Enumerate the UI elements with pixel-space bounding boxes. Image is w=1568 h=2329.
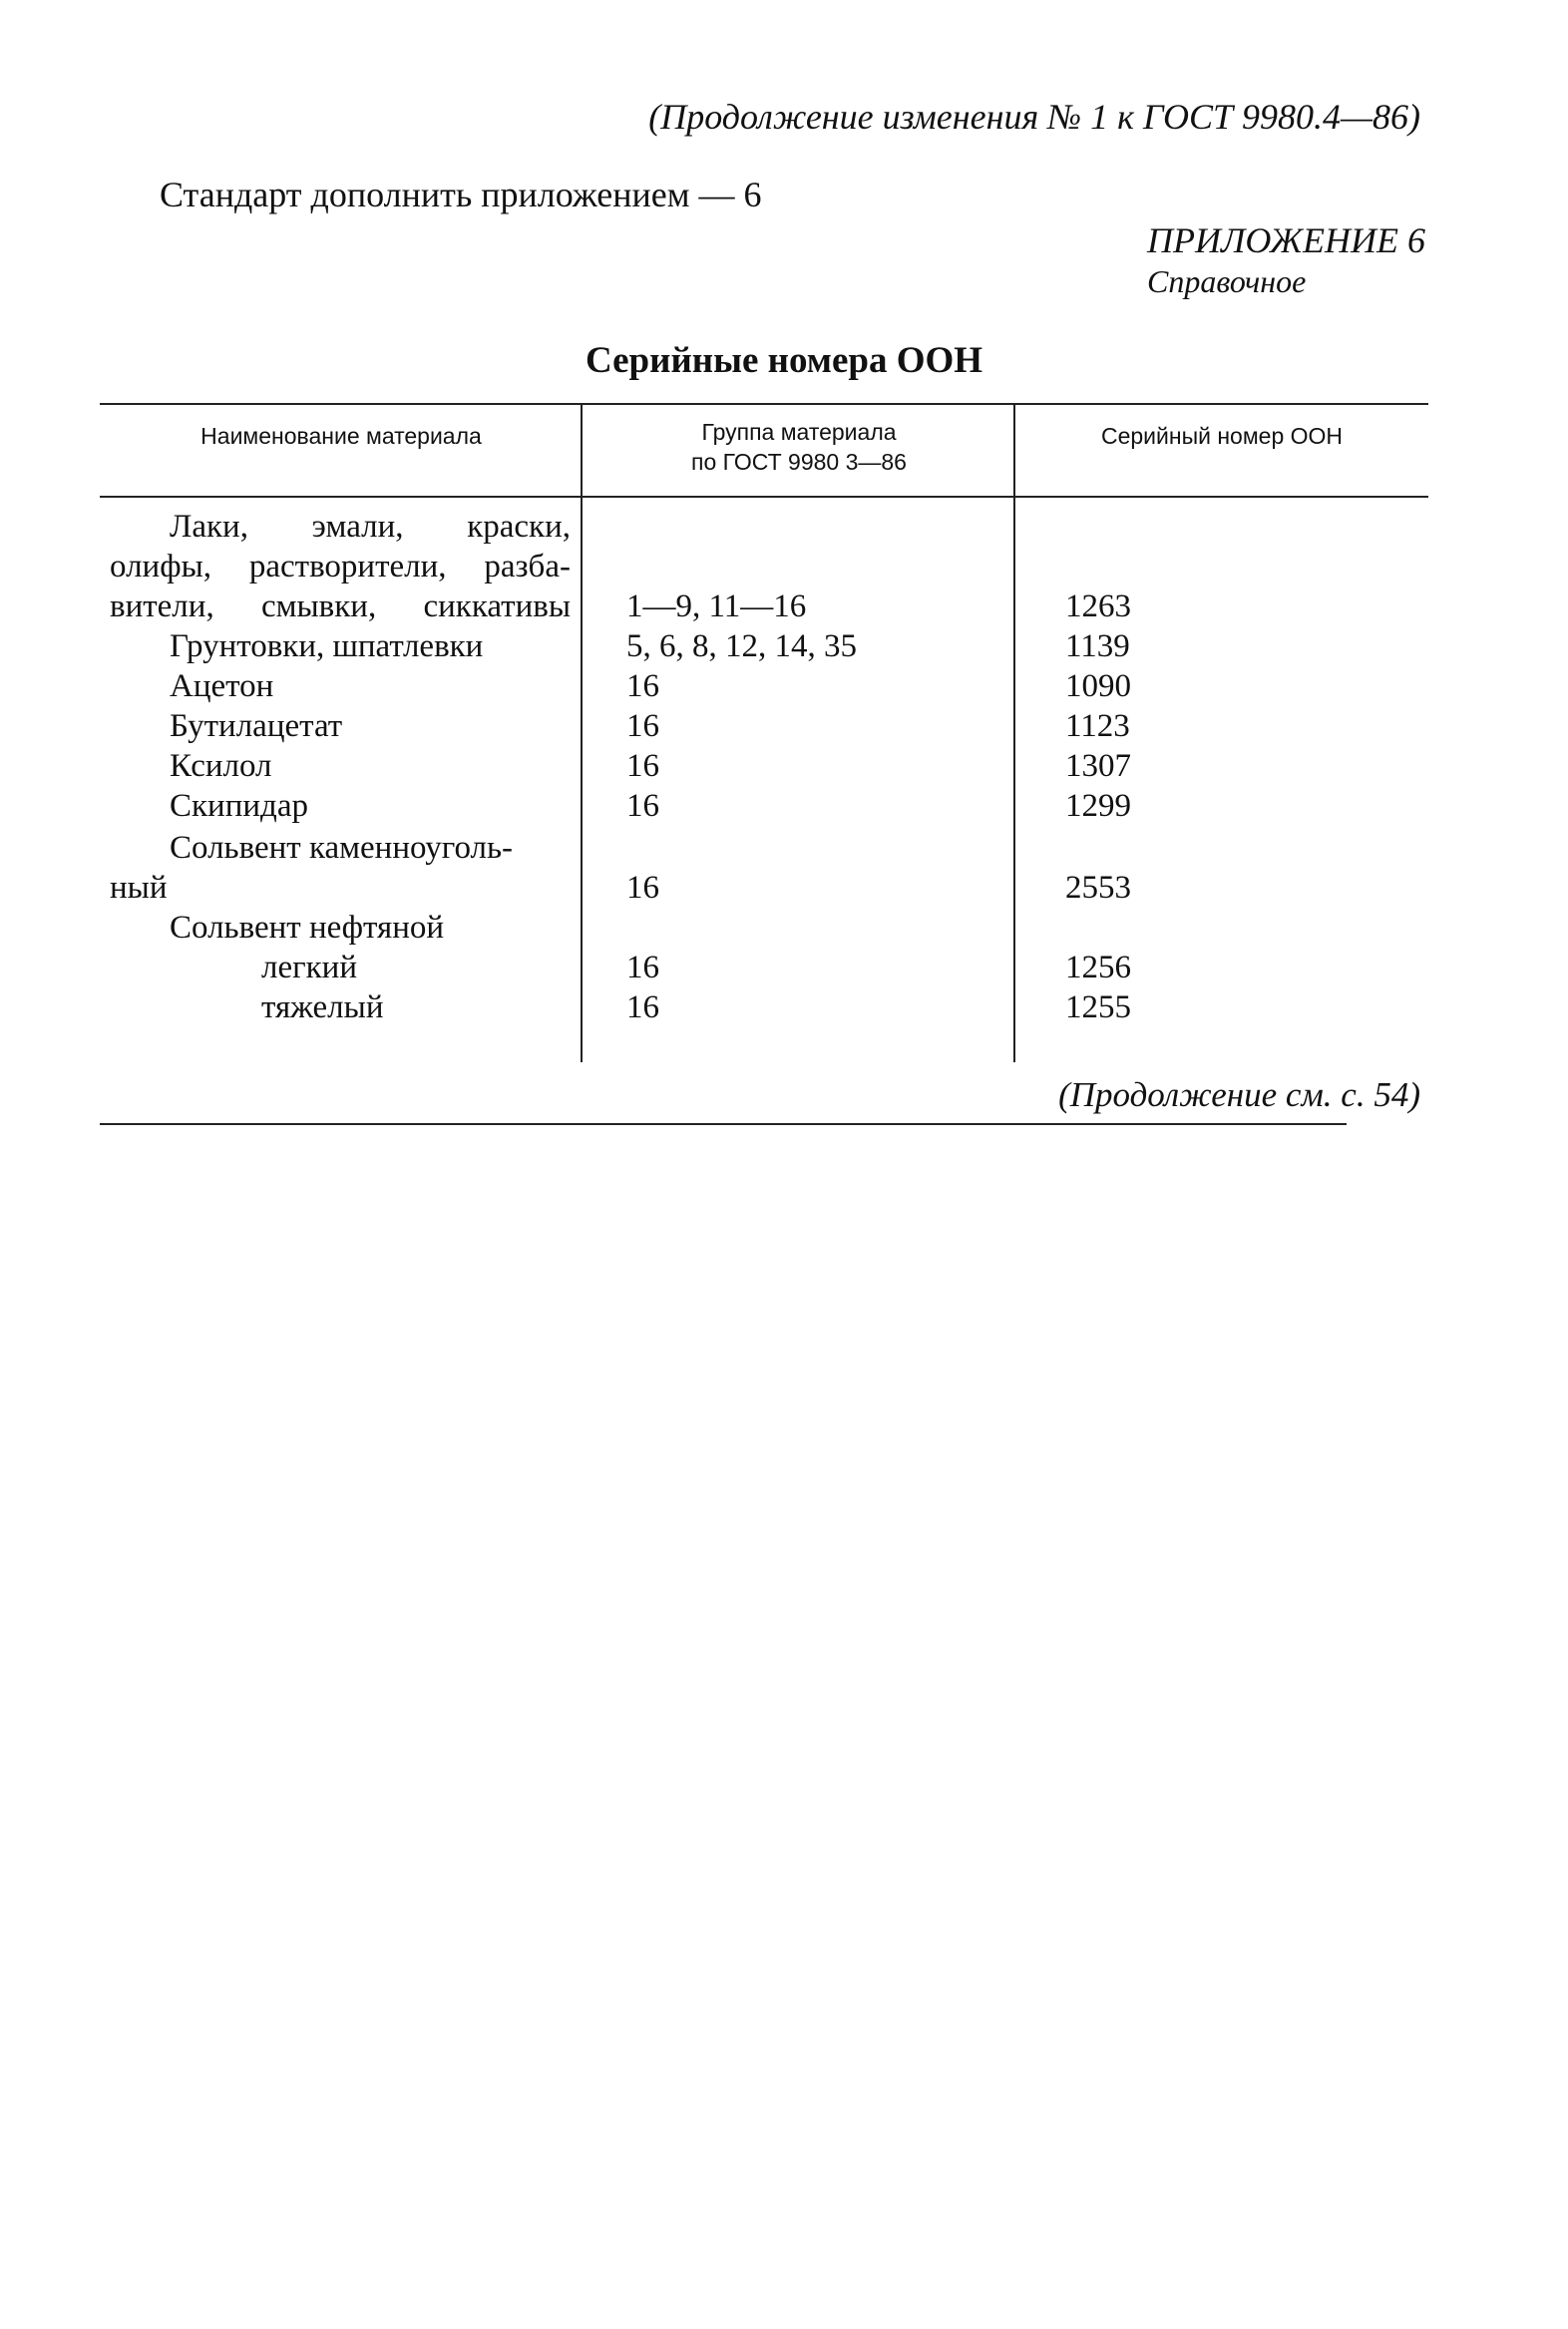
row-group: 16 [626, 748, 659, 784]
appendix-title: ПРИЛОЖЕНИЕ 6 [1147, 220, 1425, 260]
row-name: Грунтовки, шпатлевки [170, 628, 484, 664]
row-group: 16 [626, 870, 659, 906]
row-group: 16 [626, 950, 659, 985]
row-name: Ацетон [170, 668, 274, 704]
row-group: 16 [626, 668, 659, 704]
row-group: 1—9, 11—16 [626, 588, 807, 624]
row-un-number: 1307 [1065, 748, 1131, 784]
column-divider-1 [581, 404, 583, 1062]
row-name-line: Сольвент каменноуголь- [170, 830, 514, 866]
header-material-group [587, 417, 1011, 477]
row-group: 16 [626, 708, 659, 744]
row-name-line: олифы, растворители, разба- [110, 549, 571, 584]
header-material-name: Наименование материала [200, 423, 482, 449]
row-name: тяжелый [261, 989, 384, 1025]
page-bottom-rule [100, 1123, 1347, 1125]
continuation-footer: (Продолжение см. с. 54) [1058, 1075, 1420, 1114]
table-top-rule [100, 403, 1428, 405]
row-un-number: 1256 [1065, 950, 1131, 985]
header-group-line-1: Группа материала [701, 419, 897, 445]
row-un-number: 1263 [1065, 588, 1131, 624]
table-title: Серийные номера ООН [585, 340, 983, 381]
row-name-line: вители, смывки, сиккативы [110, 588, 571, 624]
header-group-line-2: по ГОСТ 9980 3—86 [691, 449, 907, 475]
row-name: Скипидар [170, 788, 308, 824]
header-un-number: Серийный номер ООН [1100, 423, 1344, 449]
row-group: 16 [626, 788, 659, 824]
row-name: Сольвент нефтяной [170, 910, 445, 946]
row-un-number: 1123 [1065, 708, 1130, 744]
row-name: Ксилол [170, 748, 272, 784]
column-divider-2 [1013, 404, 1015, 1062]
intro-text: Стандарт дополнить приложением — 6 [160, 175, 762, 214]
row-un-number: 1090 [1065, 668, 1131, 704]
row-name-line: Лаки, эмали, краски, [170, 509, 571, 545]
table-header-rule [100, 496, 1428, 498]
row-group: 16 [626, 989, 659, 1025]
row-un-number: 1299 [1065, 788, 1131, 824]
row-name-line: ный [110, 870, 168, 906]
row-un-number: 1139 [1065, 628, 1130, 664]
continuation-header: (Продолжение изменения № 1 к ГОСТ 9980.4—86) [648, 97, 1420, 137]
row-un-number: 2553 [1065, 870, 1131, 906]
appendix-subtitle: Справочное [1147, 263, 1307, 299]
row-un-number: 1255 [1065, 989, 1131, 1025]
row-name: Бутилацетат [170, 708, 343, 744]
row-group: 5, 6, 8, 12, 14, 35 [626, 628, 857, 664]
row-name: легкий [261, 950, 358, 985]
